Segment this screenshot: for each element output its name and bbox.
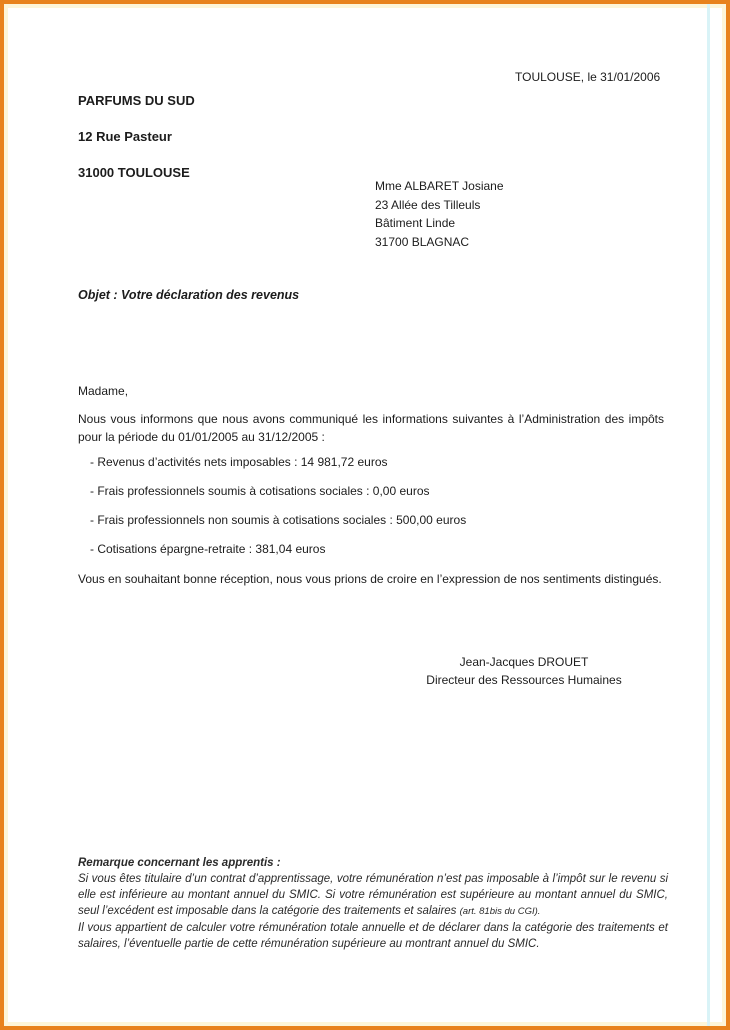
apprentice-remark xyxy=(78,855,668,952)
scan-artifact-stripe xyxy=(707,4,710,1026)
closing-paragraph: Vous en souhaitant bonne réception, nous vous prions de croire en l’expression de nos sentiments distingués. xyxy=(78,572,662,586)
sender-block xyxy=(78,74,195,200)
remark-body xyxy=(78,871,668,952)
subject-line: Objet : Votre déclaration des revenus xyxy=(78,288,300,302)
recipient-building: Bâtiment Linde xyxy=(375,216,456,230)
recipient-block xyxy=(375,177,504,251)
remark-heading: Remarque concernant les apprentis : xyxy=(78,857,281,869)
sender-name: PARFUMS DU SUD xyxy=(78,93,195,108)
intro-paragraph: Nous vous informons que nous avons communiqué les informations suivantes à l’Administration des impôts pour la période du 01/01/2005 au 31/12/2005 : xyxy=(78,412,664,444)
signature-title: Directeur des Ressources Humaines xyxy=(426,673,622,687)
salutation: Madame, xyxy=(78,384,129,398)
date-line: TOULOUSE, le 31/01/2006 xyxy=(515,70,661,84)
list-item: - Frais professionnels non soumis à cotisations sociales : 500,00 euros xyxy=(90,513,467,527)
sender-address-line-1: 12 Rue Pasteur xyxy=(78,129,172,144)
signature-name: Jean-Jacques DROUET xyxy=(459,655,589,669)
signature-block xyxy=(392,653,656,689)
sender-address-line-2: 31000 TOULOUSE xyxy=(78,165,190,180)
recipient-street: 23 Allée des Tilleuls xyxy=(375,197,481,212)
remark-legal-ref: (art. 81bis du CGI). xyxy=(459,906,541,917)
recipient-name: Mme ALBARET Josiane xyxy=(375,179,504,193)
list-item: - Cotisations épargne-retraite : 381,04 euros xyxy=(90,542,326,556)
list-item: - Frais professionnels soumis à cotisations sociales : 0,00 euros xyxy=(90,484,430,498)
declared-items-list xyxy=(90,453,660,569)
list-item: - Revenus d’activités nets imposables : 14 981,72 euros xyxy=(90,455,388,469)
recipient-city: 31700 BLAGNAC xyxy=(375,234,470,249)
remark-text-2: Il vous appartient de calculer votre rémunération totale annuelle et de déclarer dans la catégorie des traitements et salaires, l’éventuelle partie de cette rémunération supérieure au montrant annuel du SMIC. xyxy=(78,922,668,950)
remark-text-1: Si vous êtes titulaire d’un contrat d’apprentissage, votre rémunération n’est pas imposable à l’impôt sur le revenu si elle est inférieure au montant annuel du SMIC. Si votre rémunération est supérieure au montant annuel du SMIC, seul l’excédent est imposable dans la catégorie des traitements et salaires xyxy=(78,873,668,917)
